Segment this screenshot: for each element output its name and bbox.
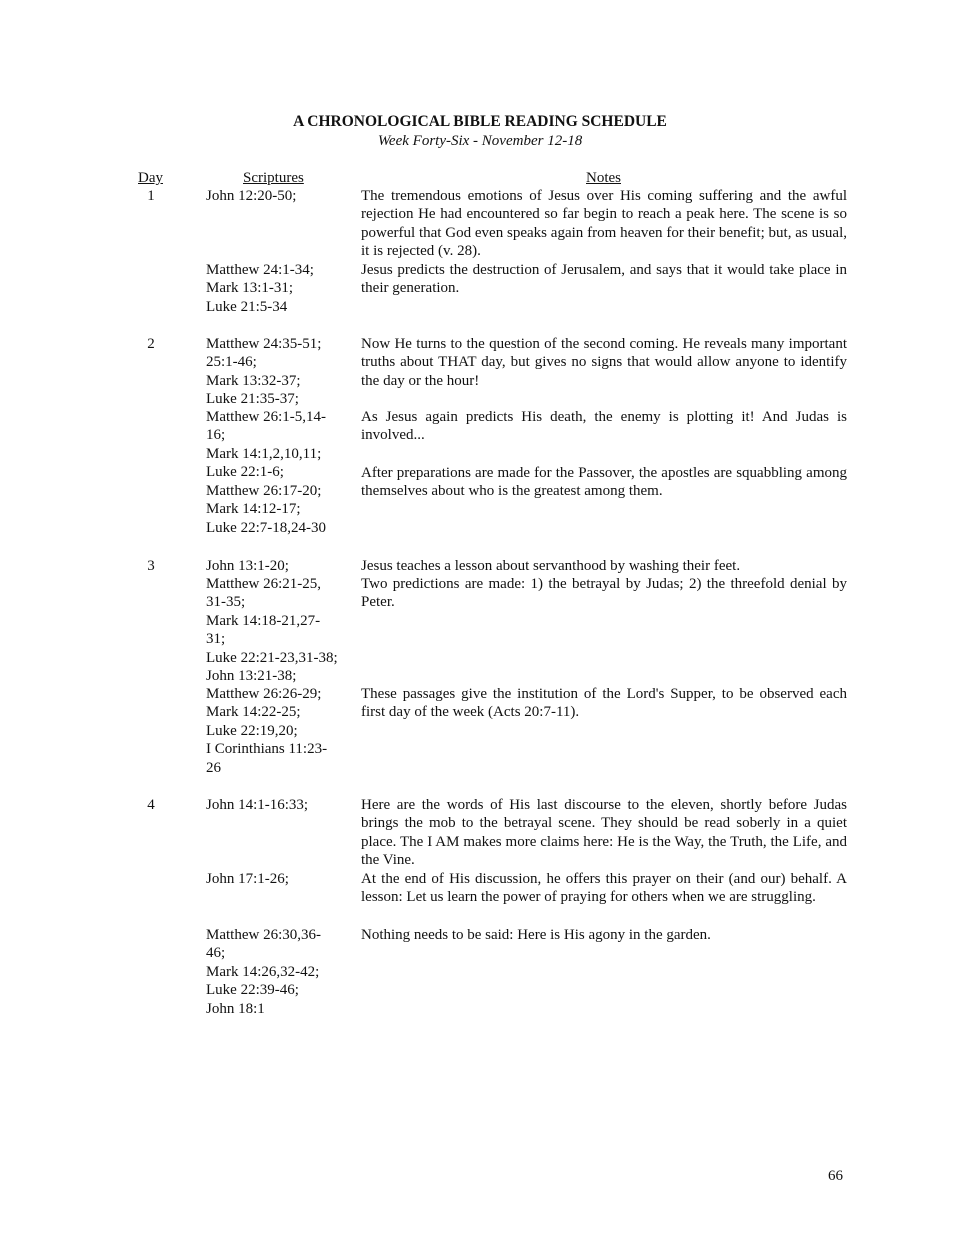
note-text: Jesus teaches a lesson about servanthood by washing their feet. — [361, 558, 741, 574]
day-number: 3 — [147, 558, 155, 574]
page-number: 66 — [828, 1168, 843, 1184]
scripture-ref: 26 — [206, 759, 221, 776]
scripture-group — [206, 408, 348, 463]
note-text: Two predictions are made: 1) the betrayal by Judas; 2) the threefold denial by Peter. — [361, 576, 847, 611]
note-text: These passages give the institution of the Lord's Supper, to be observed each first day of the week (Acts 20:7-11). — [361, 686, 847, 721]
scripture-ref: Luke 22:39-46; — [206, 982, 299, 999]
scripture-ref: John 18:1 — [206, 1000, 265, 1017]
scripture-ref: 25:1-46; — [206, 354, 257, 371]
note-text: As Jesus again predicts His death, the enemy is plotting it! And Judas is involved... — [361, 409, 847, 444]
scripture-group — [206, 796, 348, 814]
scripture-group — [206, 261, 348, 316]
scripture-group — [206, 575, 348, 685]
note-text: After preparations are made for the Passover, the apostles are squabbling among themselves about who is the greatest among them. — [361, 465, 847, 500]
day-number: 1 — [147, 188, 155, 204]
scripture-group — [206, 335, 348, 409]
scripture-ref: Matthew 24:35-51; — [206, 336, 322, 352]
scripture-group — [206, 463, 348, 481]
note-text: Nothing needs to be said: Here is His agony in the garden. — [361, 927, 711, 943]
scripture-ref: Matthew 26:17-20; — [206, 483, 322, 499]
scripture-ref: 16; — [206, 427, 226, 444]
scripture-group — [206, 482, 348, 537]
column-header-scriptures: Scriptures — [243, 170, 304, 186]
scripture-ref: 46; — [206, 945, 226, 962]
day-number: 2 — [147, 336, 155, 352]
scripture-ref: Mark 13:32-37; — [206, 372, 301, 389]
scripture-ref: Mark 14:1,2,10,11; — [206, 445, 322, 462]
scripture-group — [206, 870, 348, 888]
column-header-day: Day — [138, 170, 163, 186]
scripture-ref: John 13:1-20; — [206, 558, 289, 574]
page-title: A CHRONOLOGICAL BIBLE READING SCHEDULE — [293, 113, 667, 130]
note-text: Jesus predicts the destruction of Jerusalem, and says that it would take place in their generation. — [361, 262, 847, 297]
scripture-ref: Luke 21:35-37; — [206, 391, 299, 408]
scripture-ref: Luke 21:5-34 — [206, 298, 288, 315]
scripture-ref: Matthew 26:21-25, — [206, 576, 321, 592]
scripture-group — [206, 685, 348, 777]
note-text: At the end of His discussion, he offers this prayer on their (and our) behalf. A lesson: Let us learn the power of praying for others when we are struggling. — [361, 871, 847, 906]
scripture-ref: Mark 14:12-17; — [206, 501, 301, 518]
scripture-group — [206, 926, 348, 1018]
scripture-ref: John 14:1-16:33; — [206, 797, 309, 813]
scripture-ref: Matthew 26:1-5,14- — [206, 409, 326, 425]
scripture-ref: John 17:1-26; — [206, 871, 289, 887]
note-text: Here are the words of His last discourse to the eleven, shortly before Judas brings the mob to the betrayal scene. They should be read soberly in a quiet place. The I AM makes more claims here: He is the Way, the Truth, the Life, and the Vine. — [361, 797, 847, 869]
scripture-group — [206, 187, 348, 205]
scripture-ref: I Corinthians 11:23- — [206, 741, 328, 758]
scripture-ref: Mark 13:1-31; — [206, 280, 294, 297]
scripture-ref: Matthew 24:1-34; — [206, 262, 314, 278]
day-number: 4 — [147, 797, 155, 813]
scripture-ref: Luke 22:21-23,31-38; — [206, 649, 338, 666]
scripture-group — [206, 557, 348, 575]
scripture-ref: Matthew 26:26-29; — [206, 686, 322, 702]
scripture-ref: Luke 22:7-18,24-30 — [206, 519, 326, 536]
scripture-ref: Luke 22:1-6; — [206, 464, 284, 480]
scripture-ref: Mark 14:26,32-42; — [206, 963, 320, 980]
scripture-ref: Mark 14:22-25; — [206, 704, 301, 721]
scripture-ref: Luke 22:19,20; — [206, 722, 298, 739]
scripture-ref: John 13:21-38; — [206, 668, 297, 685]
column-header-notes: Notes — [586, 170, 621, 186]
page-subtitle: Week Forty-Six - November 12-18 — [377, 133, 583, 149]
note-text: Now He turns to the question of the second coming. He reveals many important truths about THAT day, but gives no signs that would allow anyone to identify the day or the hour! — [361, 336, 847, 389]
scripture-ref: 31-35; — [206, 594, 246, 611]
scripture-ref: 31; — [206, 631, 226, 648]
note-text: The tremendous emotions of Jesus over His coming suffering and the awful rejection He had encountered so far begin to reach a peak here. The scene is so powerful that God even speaks again from heaven for their benefit; but, as usual, it is rejected (v. 28). — [361, 188, 847, 260]
scripture-ref: Mark 14:18-21,27- — [206, 612, 321, 629]
scripture-ref: Matthew 26:30,36- — [206, 927, 321, 943]
scripture-ref: John 12:20-50; — [206, 188, 297, 204]
